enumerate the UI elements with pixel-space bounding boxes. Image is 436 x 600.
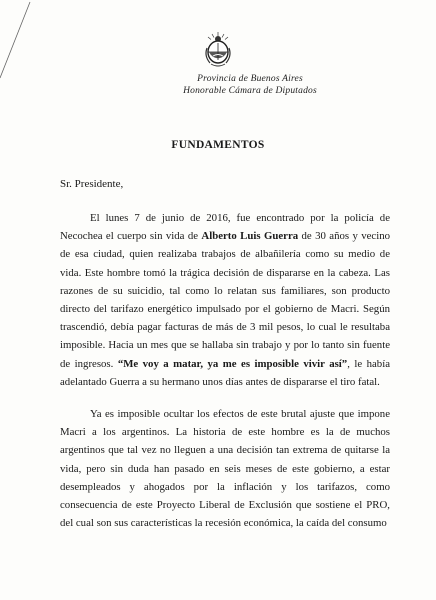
paragraph-1-text-b: de 30 años y vecino de esa ciudad, quien realizaba trabajos de albañilería como su medio de vida. Este hombre tomó la trágica decisión de dispararse en la cabeza. Las razones de su suicidio, tal como lo relatan sus familiares, son producto directo del tarifazo energético impulsado por el gobierno de Macri. Según trascendió, debía pagar facturas de más de 3 mil pesos, lo cual le resultaba imposible. Hacia un mes que se hallaba sin trabajo y por lo tanto sin fuente de ingresos. — [60, 230, 391, 370]
paragraph-1-text-a: El lunes 7 de junio de 2016, fue encontrado por la policía de Necochea el cuerpo sin vida de — [60, 212, 390, 243]
scan-mark — [0, 0, 40, 80]
coat-of-arms-icon — [201, 30, 235, 72]
paragraph-1-text-c: , le había adelantado Guerra a su hermano unos días antes de dispararse el tiro fatal. — [60, 357, 390, 388]
letterhead-chamber: Honorable Cámara de Diputados — [183, 86, 317, 96]
letterhead-province: Provincia de Buenos Aires — [197, 74, 303, 84]
salutation: Sr. Presidente, — [60, 178, 124, 190]
victim-name: Alberto Luis Guerra — [201, 230, 299, 243]
victim-quote: “Me voy a matar, ya me es imposible vivir así” — [117, 357, 348, 370]
paragraph-2: Ya es imposible ocultar los efectos de este brutal ajuste que impone Macri a los argentinos. La historia de este hombre es la de muchos argentinos que tal vez no lleguen a una decisión tan extrema de quitarse la vida, pero sin duda han pasado en seis meses de este gobierno, a estar desempleados y ahogados por la inflación y los tarifazos, como consecuencia de este Proyecto Liberal de Exclusión que sostiene el PRO, del cual son sus características la recesión económica, la caída del consumo — [60, 408, 390, 530]
section-heading: FUNDAMENTOS — [171, 139, 265, 151]
paragraph-1 — [60, 209, 390, 391]
